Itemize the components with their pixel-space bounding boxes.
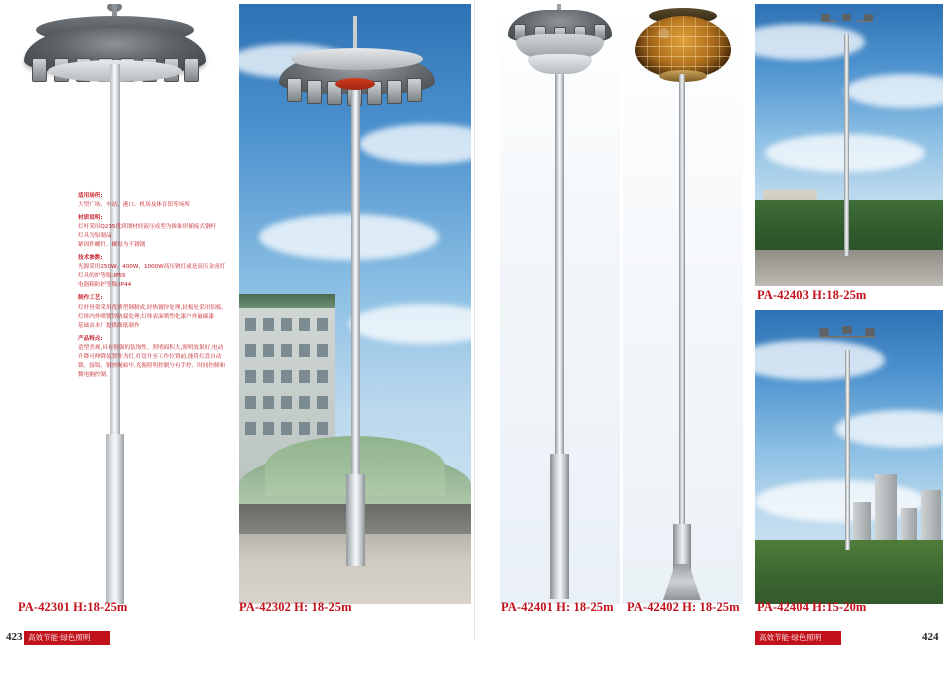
spec-text-process-2: 基础由本厂提供图纸制作 — [78, 322, 140, 329]
lamp-cell — [387, 80, 402, 104]
page-number-left: 423 — [6, 631, 23, 643]
window — [263, 318, 274, 331]
product-photo-pa-42404 — [755, 310, 943, 604]
window — [317, 370, 328, 383]
product-photo-pa-42403 — [755, 4, 943, 286]
spec-text-material-3: 紧固件螺钉、螺母为不锈钢 — [78, 242, 146, 249]
spec-text-parameters-3: 电器箱防护等级:IP44 — [78, 282, 132, 289]
spec-text-process-1: 灯杆骨架采用优质型钢制成,经热镀锌处理,封板处采用铝板,灯体内外喷镀锌防腐处理,灯体表面喷塑化漆户外氟碳漆 — [78, 304, 224, 320]
product-photo-pa-42401 — [500, 4, 620, 604]
product-photo-pa-42302 — [239, 4, 471, 604]
product-photo-pa-42402 — [623, 4, 743, 604]
window — [263, 396, 274, 409]
pole-lower-section — [106, 434, 124, 604]
building-roof — [239, 294, 335, 308]
lamp-head-top — [291, 48, 423, 70]
window — [317, 396, 328, 409]
window — [317, 344, 328, 357]
spec-heading-process: 制作工艺: — [78, 295, 103, 302]
window — [281, 344, 292, 357]
window — [299, 422, 310, 435]
window — [281, 318, 292, 331]
caption-pa-42404: PA-42404 H:15-20m — [757, 600, 867, 614]
window — [281, 422, 292, 435]
ornate-lantern-head — [635, 16, 731, 78]
lamp-cell — [307, 80, 322, 104]
window — [299, 370, 310, 383]
window — [317, 422, 328, 435]
cloud — [259, 214, 439, 260]
road-surface — [755, 250, 943, 286]
window — [245, 422, 256, 435]
lantern-mesh-line — [707, 16, 708, 78]
spec-heading-parameters: 技术参数: — [78, 255, 103, 262]
caption-pa-42401: PA-42401 H: 18-25m — [501, 600, 614, 614]
window — [245, 318, 256, 331]
window — [317, 318, 328, 331]
pole-shaft — [845, 350, 850, 550]
lamp-fixture — [842, 14, 851, 21]
lamp-fixture — [819, 328, 829, 336]
spec-text-material-1: 灯杆采用Q235优质钢材经液压成型为锥锥形插接式钢杆 — [78, 224, 217, 231]
spec-text-material-2: 灯具为铝制品 — [78, 233, 112, 240]
spec-heading-material: 材质说明: — [78, 215, 103, 222]
window — [245, 370, 256, 383]
window — [263, 344, 274, 357]
lamp-fixture — [821, 14, 830, 21]
spec-text-application: 大型广场、车站、港口、机场及体育馆等场所 — [78, 202, 190, 209]
lamp-fixture — [842, 326, 852, 334]
lantern-mesh-line — [671, 16, 672, 78]
window — [281, 370, 292, 383]
lamp-cell — [287, 78, 302, 102]
window — [263, 422, 274, 435]
footer-banner-right: 高效节能·绿色照明 — [755, 631, 841, 645]
window — [299, 396, 310, 409]
lamp-cell — [407, 78, 422, 102]
specifications-block — [78, 192, 228, 384]
window — [245, 344, 256, 357]
lantern-mesh-line — [647, 16, 648, 78]
spec-text-parameters-2: 灯具的护等级:IP55 — [78, 273, 126, 280]
lamp-head-red-cap — [335, 78, 375, 90]
lamp-head-assembly — [819, 326, 875, 348]
lamp-fixture — [864, 14, 873, 21]
lamp-fixture — [865, 328, 875, 336]
lantern-mesh-line — [719, 16, 720, 78]
lamp-cell — [32, 58, 47, 82]
page-number-right: 424 — [922, 631, 939, 643]
lantern-mesh-line — [695, 16, 696, 78]
window — [245, 396, 256, 409]
caption-pa-42302: PA-42302 H: 18-25m — [239, 600, 352, 614]
caption-pa-42301: PA-42301 H:18-25m — [18, 600, 128, 614]
spec-text-features-1: 造型美观,具有很强的装饰性。照明面积大,照明效果好,电动升降可伸降装置作为灯,灯盘升至工作位置前,能将灯盘自动锁、接钩、钢丝绳始牢,光源照明控制分有手控、时间控制和微电脑控制。 — [78, 344, 226, 378]
pole-lower-section — [550, 454, 569, 599]
lamp-head-assembly — [821, 12, 873, 30]
lantern-mesh-line — [683, 16, 684, 78]
spec-text-parameters-1: 光源采用250W、400W、1000W高压钠灯或是高压金卤灯 — [78, 264, 226, 271]
window — [299, 318, 310, 331]
caption-pa-42402: PA-42402 H: 18-25m — [627, 600, 740, 614]
lamp-cell — [184, 58, 199, 82]
pole-shaft — [844, 34, 849, 256]
caption-pa-42403: PA-42403 H:18-25m — [757, 288, 867, 302]
lamp-crossarm — [819, 336, 875, 338]
footer-banner-left: 高效节能·绿色照明 — [24, 631, 110, 645]
pole-lower-section — [346, 474, 365, 566]
window — [263, 370, 274, 383]
spec-heading-application: 适用场所: — [78, 193, 103, 199]
pole-shaft — [679, 74, 685, 544]
tree-line — [755, 200, 943, 256]
window — [299, 344, 310, 357]
lantern-mesh-line — [659, 16, 660, 78]
spec-heading-features: 产品特点: — [78, 335, 103, 342]
page-gutter-divider — [474, 0, 475, 640]
window — [281, 396, 292, 409]
